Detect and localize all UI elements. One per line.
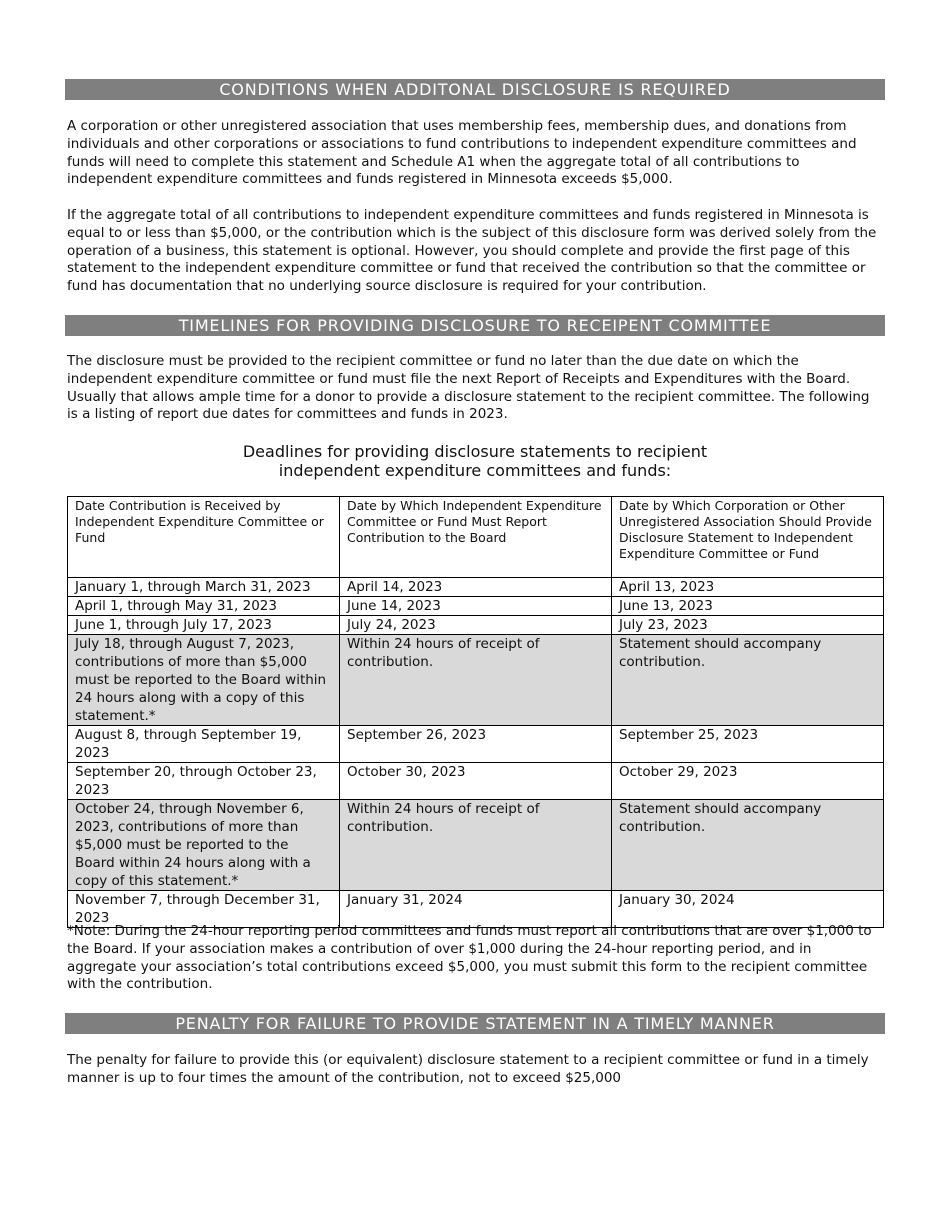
table-caption	[67, 442, 883, 480]
cell-statement-date: Statement should accompany contribution.	[612, 635, 884, 726]
cell-report-date: September 26, 2023	[340, 726, 612, 763]
penalty-paragraph: The penalty for failure to provide this (or equivalent) disclosure statement to a recipient committee or fund in a timely manner is up to four times the amount of the contribution, not to exceed $25,000	[67, 1052, 869, 1086]
cell-date-received: November 7, through December 31, 2023	[68, 891, 340, 928]
table-caption-line-1: Deadlines for providing disclosure statements to recipient	[242, 442, 708, 461]
conditions-paragraph-2: If the aggregate total of all contributions to independent expenditure committees and funds registered in Minnesota is equal to or less than $5,000, or the contribution which is the subject of this disclosure form was derived solely from the operation of a business, this statement is optional. However, you should complete and provide the first page of this statement to the independent expenditure committee or fund that received the contribution so that the committee or fund has documentation that no underlying source disclosure is required for your contribution.	[67, 207, 877, 295]
cell-statement-date: April 13, 2023	[612, 578, 884, 597]
cell-statement-date: July 23, 2023	[612, 616, 884, 635]
table-row	[68, 616, 884, 635]
cell-date-received: August 8, through September 19, 2023	[68, 726, 340, 763]
table-footnote: *Note: During the 24-hour reporting period committees and funds must report all contributions that are over $1,000 to the Board. If your association makes a contribution of over $1,000 during the 24-hour reporting period, and in aggregate your association’s total contributions exceed $5,000, you must submit this form to the recipient committee with the contribution.	[67, 923, 872, 993]
cell-report-date: Within 24 hours of receipt of contribution.	[340, 635, 612, 726]
table-row	[68, 891, 884, 928]
cell-statement-date: October 29, 2023	[612, 763, 884, 800]
table-row	[68, 578, 884, 597]
cell-report-date: April 14, 2023	[340, 578, 612, 597]
header-date-received: Date Contribution is Received by Independent Expenditure Committee or Fund	[68, 497, 340, 578]
table-row	[68, 597, 884, 616]
section-heading-conditions: CONDITIONS WHEN ADDITONAL DISCLOSURE IS REQUIRED	[65, 79, 885, 100]
cell-date-received: September 20, through October 23, 2023	[68, 763, 340, 800]
table-row-24-hour	[68, 800, 884, 891]
cell-statement-date: June 13, 2023	[612, 597, 884, 616]
header-provide-statement: Date by Which Corporation or Other Unregistered Association Should Provide Disclosure Statement to Independent Expenditure Committee or Fund	[612, 497, 884, 578]
cell-report-date: July 24, 2023	[340, 616, 612, 635]
cell-report-date: June 14, 2023	[340, 597, 612, 616]
cell-date-received: April 1, through May 31, 2023	[68, 597, 340, 616]
cell-statement-date: January 30, 2024	[612, 891, 884, 928]
conditions-paragraph-1: A corporation or other unregistered association that uses membership fees, membership dues, and donations from individuals and other corporations or associations to fund contributions to independent expenditure committees and funds will need to complete this statement and Schedule A1 when the aggregate total of all contributions to independent expenditure committees and funds registered in Minnesota exceeds $5,000.	[67, 118, 857, 188]
table-row-24-hour	[68, 635, 884, 726]
table-caption-line-2: independent expenditure committees and funds:	[278, 461, 672, 480]
header-report-to-board: Date by Which Independent Expenditure Committee or Fund Must Report Contribution to the Board	[340, 497, 612, 578]
cell-report-date: October 30, 2023	[340, 763, 612, 800]
cell-date-received: October 24, through November 6, 2023, contributions of more than $5,000 must be reported to the Board within 24 hours along with a copy of this statement.*	[68, 800, 340, 891]
deadlines-table	[67, 496, 884, 928]
table-row	[68, 763, 884, 800]
cell-statement-date: Statement should accompany contribution.	[612, 800, 884, 891]
timelines-paragraph: The disclosure must be provided to the recipient committee or fund no later than the due date on which the independent expenditure committee or fund must file the next Report of Receipts and Expenditures with the Board. Usually that allows ample time for a donor to provide a disclosure statement to the recipient committee. The following is a listing of report due dates for committees and funds in 2023.	[67, 353, 870, 423]
cell-statement-date: September 25, 2023	[612, 726, 884, 763]
cell-report-date: Within 24 hours of receipt of contribution.	[340, 800, 612, 891]
section-heading-penalty: PENALTY FOR FAILURE TO PROVIDE STATEMENT IN A TIMELY MANNER	[65, 1013, 885, 1034]
table-header-row	[68, 497, 884, 578]
cell-date-received: January 1, through March 31, 2023	[68, 578, 340, 597]
table-row	[68, 726, 884, 763]
cell-report-date: January 31, 2024	[340, 891, 612, 928]
cell-date-received: June 1, through July 17, 2023	[68, 616, 340, 635]
section-heading-timelines: TIMELINES FOR PROVIDING DISCLOSURE TO RECEIPENT COMMITTEE	[65, 315, 885, 336]
cell-date-received: July 18, through August 7, 2023, contributions of more than $5,000 must be reported to the Board within 24 hours along with a copy of this statement.*	[68, 635, 340, 726]
